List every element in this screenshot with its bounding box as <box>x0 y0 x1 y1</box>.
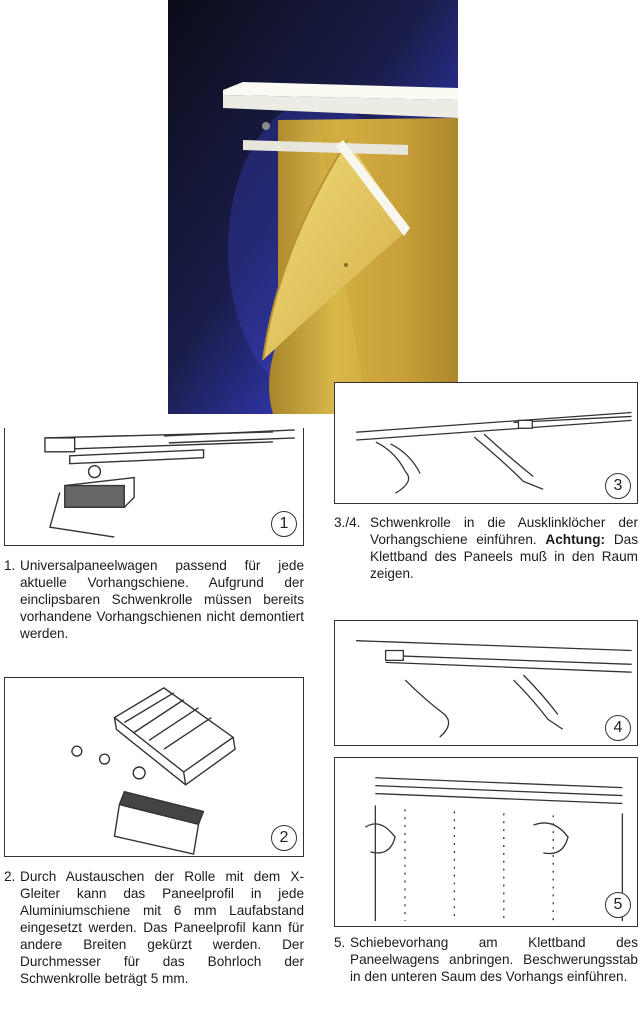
curtain-panel-photo <box>168 0 458 414</box>
step-3-4-text-before: Schwenkrolle in die Ausklinklöcher der Vorhangschiene einführen. <box>370 515 638 547</box>
product-photo <box>168 0 458 414</box>
step-number-badge: 3 <box>605 473 631 499</box>
step-1-caption <box>4 557 304 642</box>
illustration-panel-3 <box>334 382 638 504</box>
step-number-badge: 4 <box>605 715 631 741</box>
step-3-4-index: 3./4. <box>334 515 361 530</box>
step-number-badge: 5 <box>605 892 631 918</box>
illustration-panel-4 <box>334 620 638 746</box>
curtain-attach-illustration <box>335 758 637 926</box>
step-3-4-text <box>334 514 638 582</box>
step-5-caption <box>334 934 638 985</box>
step-3-4-text-after: Das Klettband des Paneels muß in den Raum zeigen. <box>370 532 638 581</box>
hands-hook-velcro-illustration <box>335 621 637 745</box>
rail-carriage-illustration <box>5 428 303 545</box>
panel-profile-illustration <box>5 678 303 856</box>
illustration-panel-1 <box>4 428 304 546</box>
hands-insert-roller-illustration <box>335 383 637 503</box>
step-2-index: 2. <box>4 869 16 884</box>
step-1-index: 1. <box>4 558 16 573</box>
step-3-4-caption <box>334 514 638 582</box>
step-3-4-warning: Achtung: <box>545 532 606 547</box>
step-1-text: Universalpaneelwagen passend für jede aktuelle Vorhangschiene. Aufgrund der einclipsbaren Schwenkrolle müssen bereits vorhandene Vorhangschienen nicht demontiert werden. <box>20 558 304 641</box>
illustration-panel-2 <box>4 677 304 857</box>
step-5-index: 5. <box>334 935 346 950</box>
step-5-text: Schiebevorhang am Klettband des Paneelwagens anbringen. Beschwerungsstab in den unteren Saum des Vorhangs einführen. <box>350 935 638 984</box>
step-2-text: Durch Austauschen der Rolle mit dem X-Gleiter kann das Paneelprofil in jede Aluminiumschiene mit 6 mm Laufabstand eingesetzt werden. Das Paneelprofil kann für andere Breiten gekürzt werden. Der Durchmesser für das Bohrloch der Schwenkrolle beträgt 5 mm. <box>20 869 304 986</box>
step-number-badge: 2 <box>271 825 297 851</box>
step-number-badge: 1 <box>271 511 297 537</box>
step-2-caption <box>4 868 304 987</box>
illustration-panel-5 <box>334 757 638 927</box>
